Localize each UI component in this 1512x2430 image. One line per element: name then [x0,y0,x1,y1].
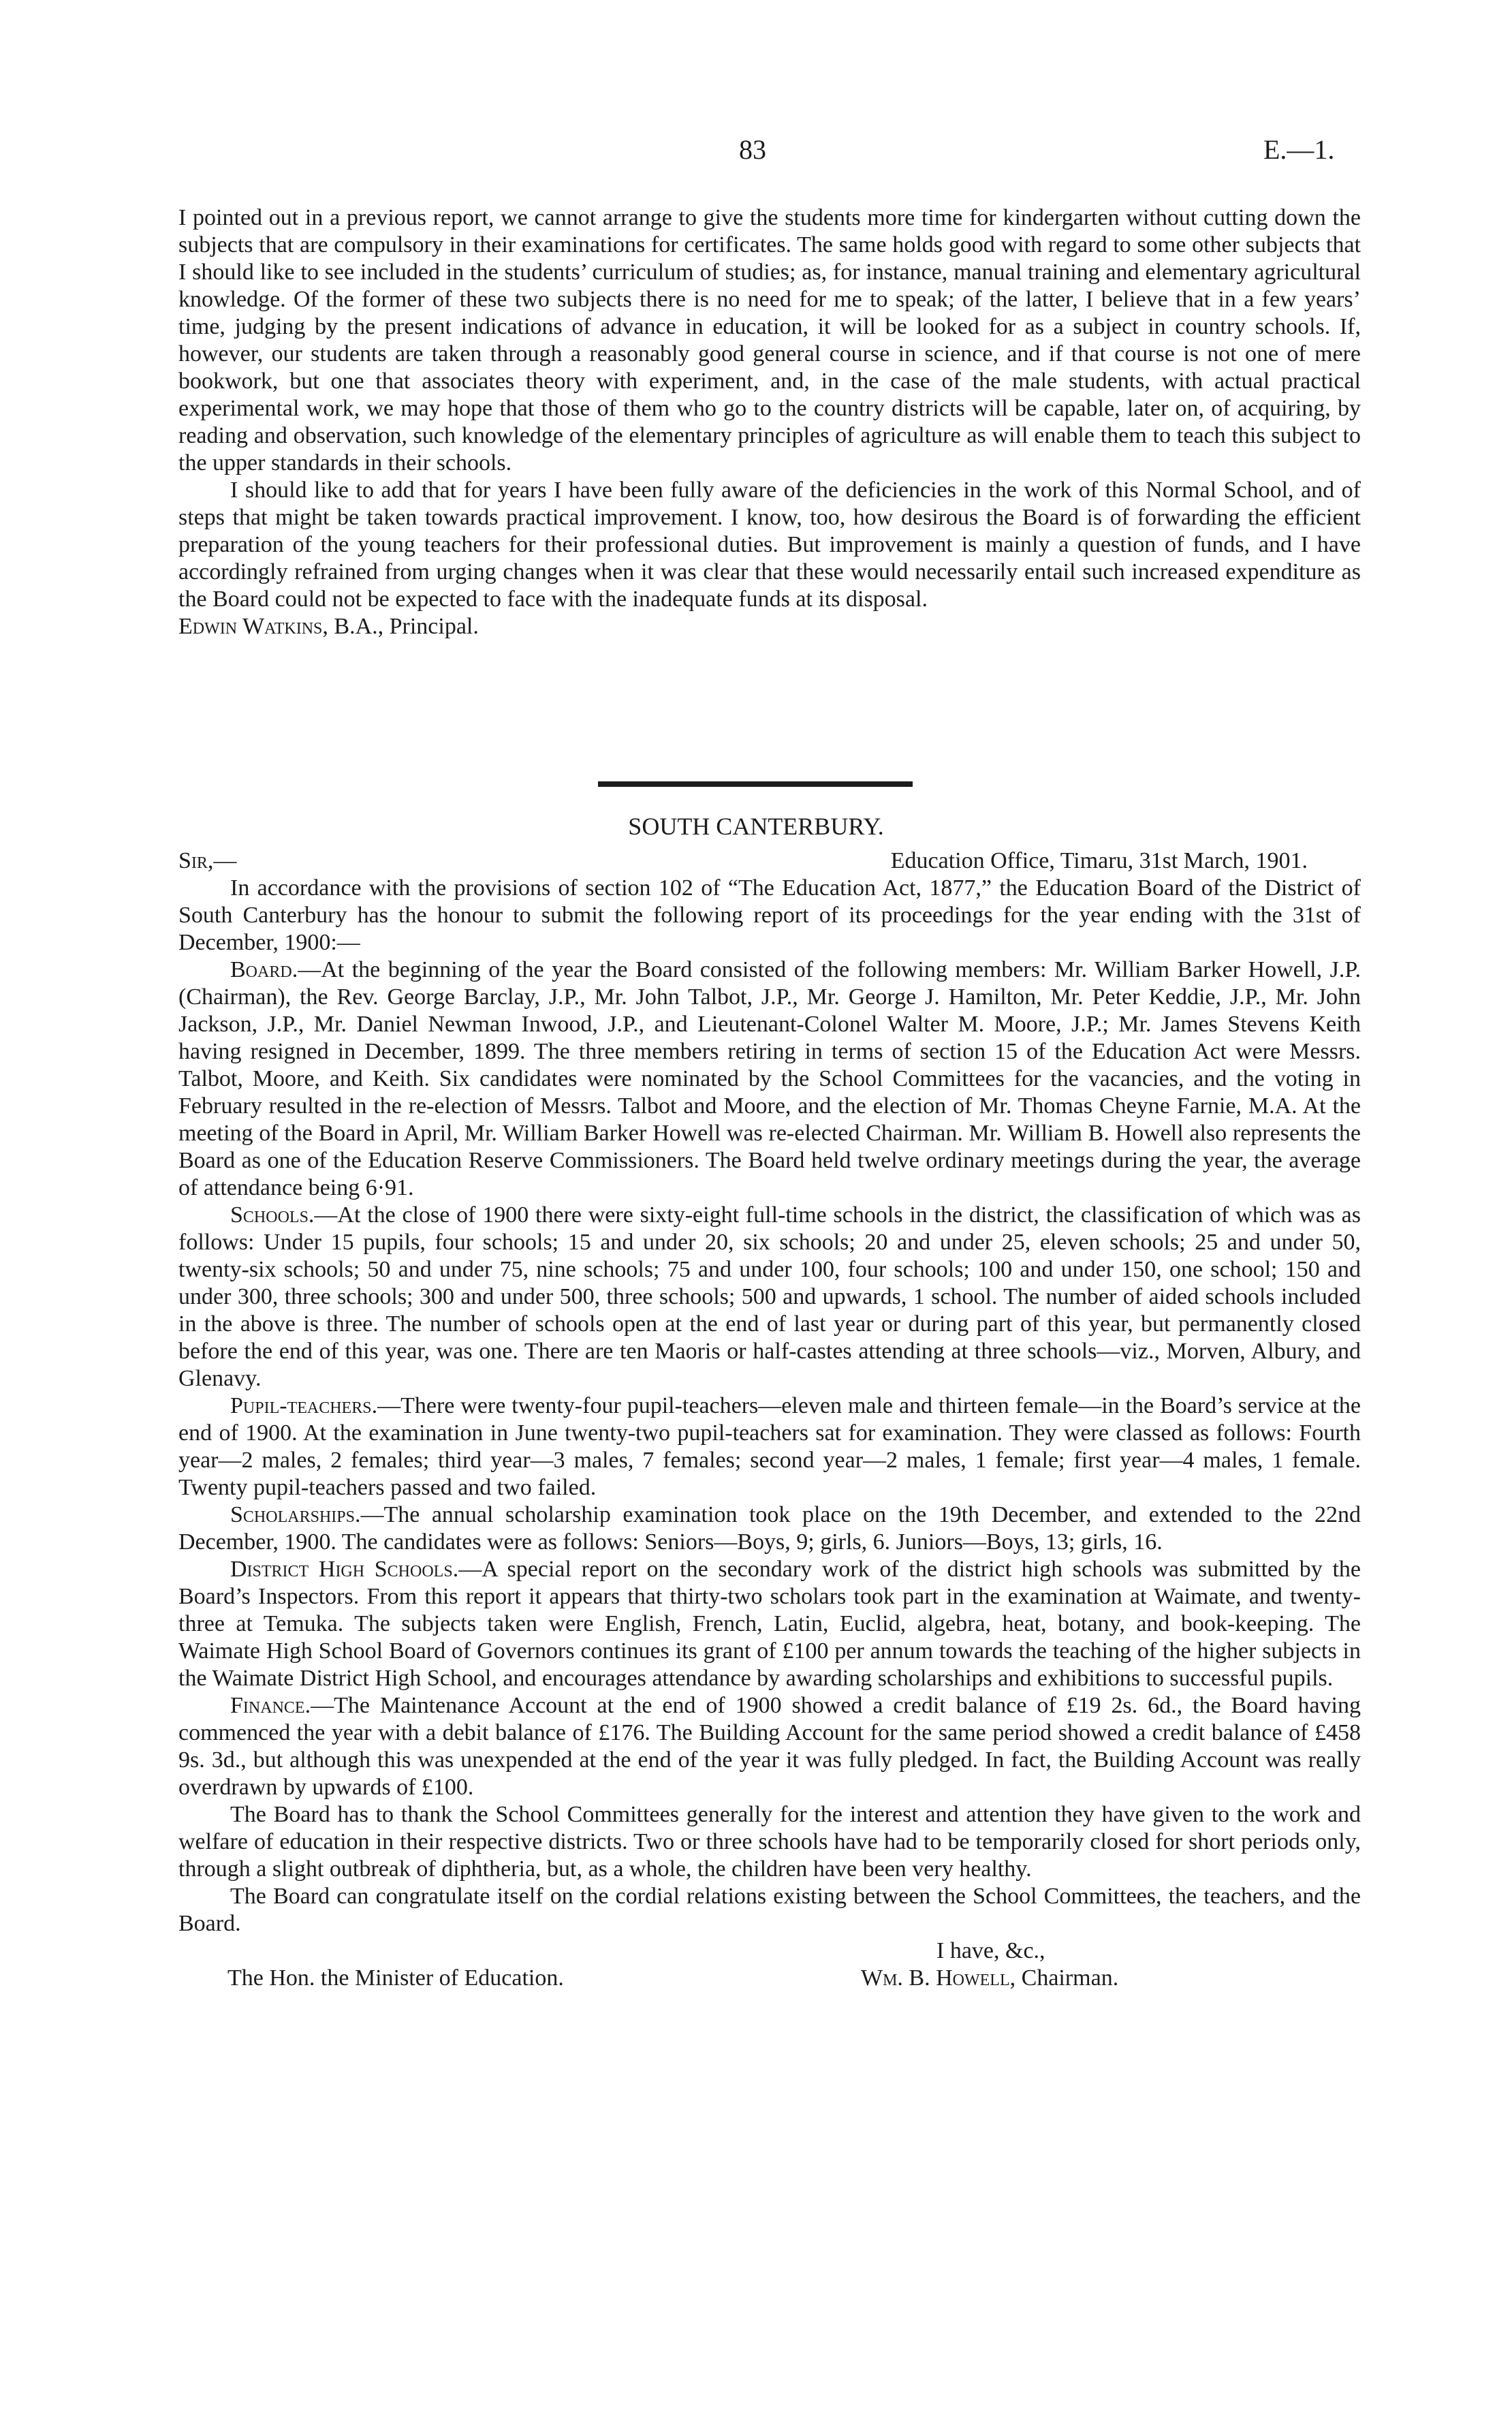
paragraph-heading: Board [230,957,292,982]
closing-line [178,1937,1361,1965]
district-high-schools-paragraph: District High Schools.—A special report on the secondary work of the district high schools was submitted by the Board’s Inspectors. From this report it appears that thirty-two scholars took part in the examination at Waimate, and twenty-three at Temuka. The subjects taken were English, French, Latin, Euclid, algebra, heat, botany, and book-keeping. The Waimate High School Board of Governors continues its grant of £100 per annum towards the teaching of the higher subjects in the Waimate District High School, and encourages attendance by awarding scholarships and exhibitions to successful pupils. [178,1557,1361,1691]
closing-formula: I have, &c., [936,1938,1045,1963]
normal-school-report-conclusion [178,204,1361,640]
board-paragraph: Board.—At the beginning of the year the Board consisted of the following members: Mr. William Barker Howell, J.P. (Chairman), the Rev. George Barclay, J.P., Mr. John Talbot, J.P., Mr. George J. Hamilton, Mr. Peter Keddie, J.P., Mr. John Jackson, J.P., Mr. Daniel Newman Inwood, J.P., and Lieutenant-Colonel Walter M. Moore, J.P.; Mr. James Stevens Keith having resigned in December, 1899. The three members retiring in terms of section 15 of the Education Act were Messrs. Talbot, Moore, and Keith. Six candidates were nominated by the School Committees for the vacancies, and the voting in February resulted in the re-election of Messrs. Talbot and Moore, and the election of Mr. Thomas Cheyne Farnie, M.A. At the meeting of the Board in April, Mr. William Barker Howell was re-elected Chairman. Mr. William B. Howell also represents the Board as one of the Education Reserve Commissioners. The Board held twelve ordinary meetings during the year, the average of attendance being 6·91. [178,957,1361,1200]
report-reference: E.—1. [1263,134,1335,165]
addressee: The Hon. the Minister of Education. [227,1965,564,1991]
pupil-teachers-paragraph: Pupil-teachers.—There were twenty-four pupil-teachers—eleven male and thirteen female—in the Board’s service at the end of 1900. At the examination in June twenty-two pupil-teachers sat for examination. They were classed as follows: Fourth year—2 males, 2 females; third year—3 males, 7 females; second year—2 males, 1 female; first year—4 males, 1 female. Twenty pupil-teachers passed and two failed. [178,1393,1361,1500]
chairman-signature [861,1965,1118,1992]
congratulations-paragraph: The Board can congratulate itself on the cordial relations existing between the School Committees, the teachers, and the Board. [178,1884,1361,1936]
signature-name: Wm. B. Howell [861,1965,1010,1991]
intro-paragraph: In accordance with the provisions of section 102 of “The Education Act, 1877,” the Education Board of the District of South Canterbury has the honour to submit the following report of its proceedings for the year ending with the 31st of December, 1900:— [178,875,1361,955]
south-canterbury-report [178,875,1361,1992]
finance-paragraph: Finance.—The Maintenance Account at the end of 1900 showed a credit balance of £19 2s. 6d., the Board having commenced the year with a debit balance of £176. The Building Account for the same period showed a credit balance of £458 9s. 3d., but although this was unexpended at the end of the year it was fully pledged. In fact, the Building Account was really overdrawn by upwards of £100. [178,1693,1361,1800]
paragraph: I pointed out in a previous report, we cannot arrange to give the students more time for kindergarten without cutting down the subjects that are compulsory in their examinations for certificates. The same holds good with regard to some other subjects that I should like to see included in the students’ curriculum of studies; as, for instance, manual training and elementary agricultural knowledge. Of the former of these two subjects there is no need for me to speak; of the latter, I believe that in a few years’ time, judging by the present indications of advance in education, it will be looked for as a subject in country schools. If, however, our students are taken through a reasonably good general course in science, and if that course is not one of mere bookwork, but one that associates theory with experiment, and, in the case of the male students, with actual practical experimental work, we may hope that those of them who go to the country districts will be capable, later on, of acquiring, by reading and observation, such knowledge of the elementary principles of agriculture as will enable them to teach this subject to the upper standards in their schools. [178,205,1361,476]
section-divider [598,781,913,787]
addressee-line [178,1965,1361,1992]
thanks-paragraph: The Board has to thank the School Committees generally for the interest and attention they have given to the work and welfare of education in their respective districts. Two or three schools have had to be temporarily closed for short periods only, through a slight outbreak of diphtheria, but, as a whole, the children have been very healthy. [178,1802,1361,1882]
salutation: Sir,— [178,848,237,873]
signature-title: , B.A., Principal. [322,614,479,639]
paragraph-heading: Pupil-teachers [230,1393,372,1418]
paragraph-heading: District High Schools [230,1557,453,1582]
signature-title: , Chairman. [1009,1965,1119,1991]
page-number: 83 [739,134,766,165]
scholarships-paragraph: Scholarships.—The annual scholarship examination took place on the 19th December, and extended to the 22nd December, 1900. The candidates were as follows: Seniors—Boys, 9; girls, 6. Juniors—Boys, 13; girls, 16. [178,1502,1361,1555]
signature-name: Edwin Watkins [178,614,323,639]
paragraph-heading: Schools [230,1202,309,1228]
dateline: Education Office, Timaru, 31st March, 1901. [890,848,1308,873]
paragraph: I should like to add that for years I have been fully aware of the deficiencies in the work of this Normal School, and of steps that might be taken towards practical improvement. I know, too, how desirous the Board is of forwarding the efficient preparation of the young teachers for their professional duties. But improvement is mainly a question of funds, and I have accordingly refrained from urging changes when it was clear that these would necessarily entail such increased expenditure as the Board could not be expected to face with the inadequate funds at its disposal. [178,478,1361,612]
paragraph-heading: Scholarships [230,1502,355,1527]
paragraph-heading: Finance [230,1693,305,1718]
principal-signature [178,613,1361,640]
section-title: SOUTH CANTERBURY. [628,813,884,840]
schools-paragraph: Schools.—At the close of 1900 there were sixty-eight full-time schools in the district, the classification of which was as follows: Under 15 pupils, four schools; 15 and under 20, six schools; 20 and under 25, eleven schools; 25 and under 50, twenty-six schools; 50 and under 75, nine schools; 75 and under 100, four schools; 100 and under 150, one school; 150 and under 300, three schools; 300 and under 500, three schools; 500 and upwards, 1 school. The number of aided schools included in the above is three. The number of schools open at the end of last year or during part of this year, but permanently closed before the end of this year, was one. There are ten Maoris or half-castes attending at three schools—viz., Morven, Albury, and Glenavy. [178,1202,1361,1391]
